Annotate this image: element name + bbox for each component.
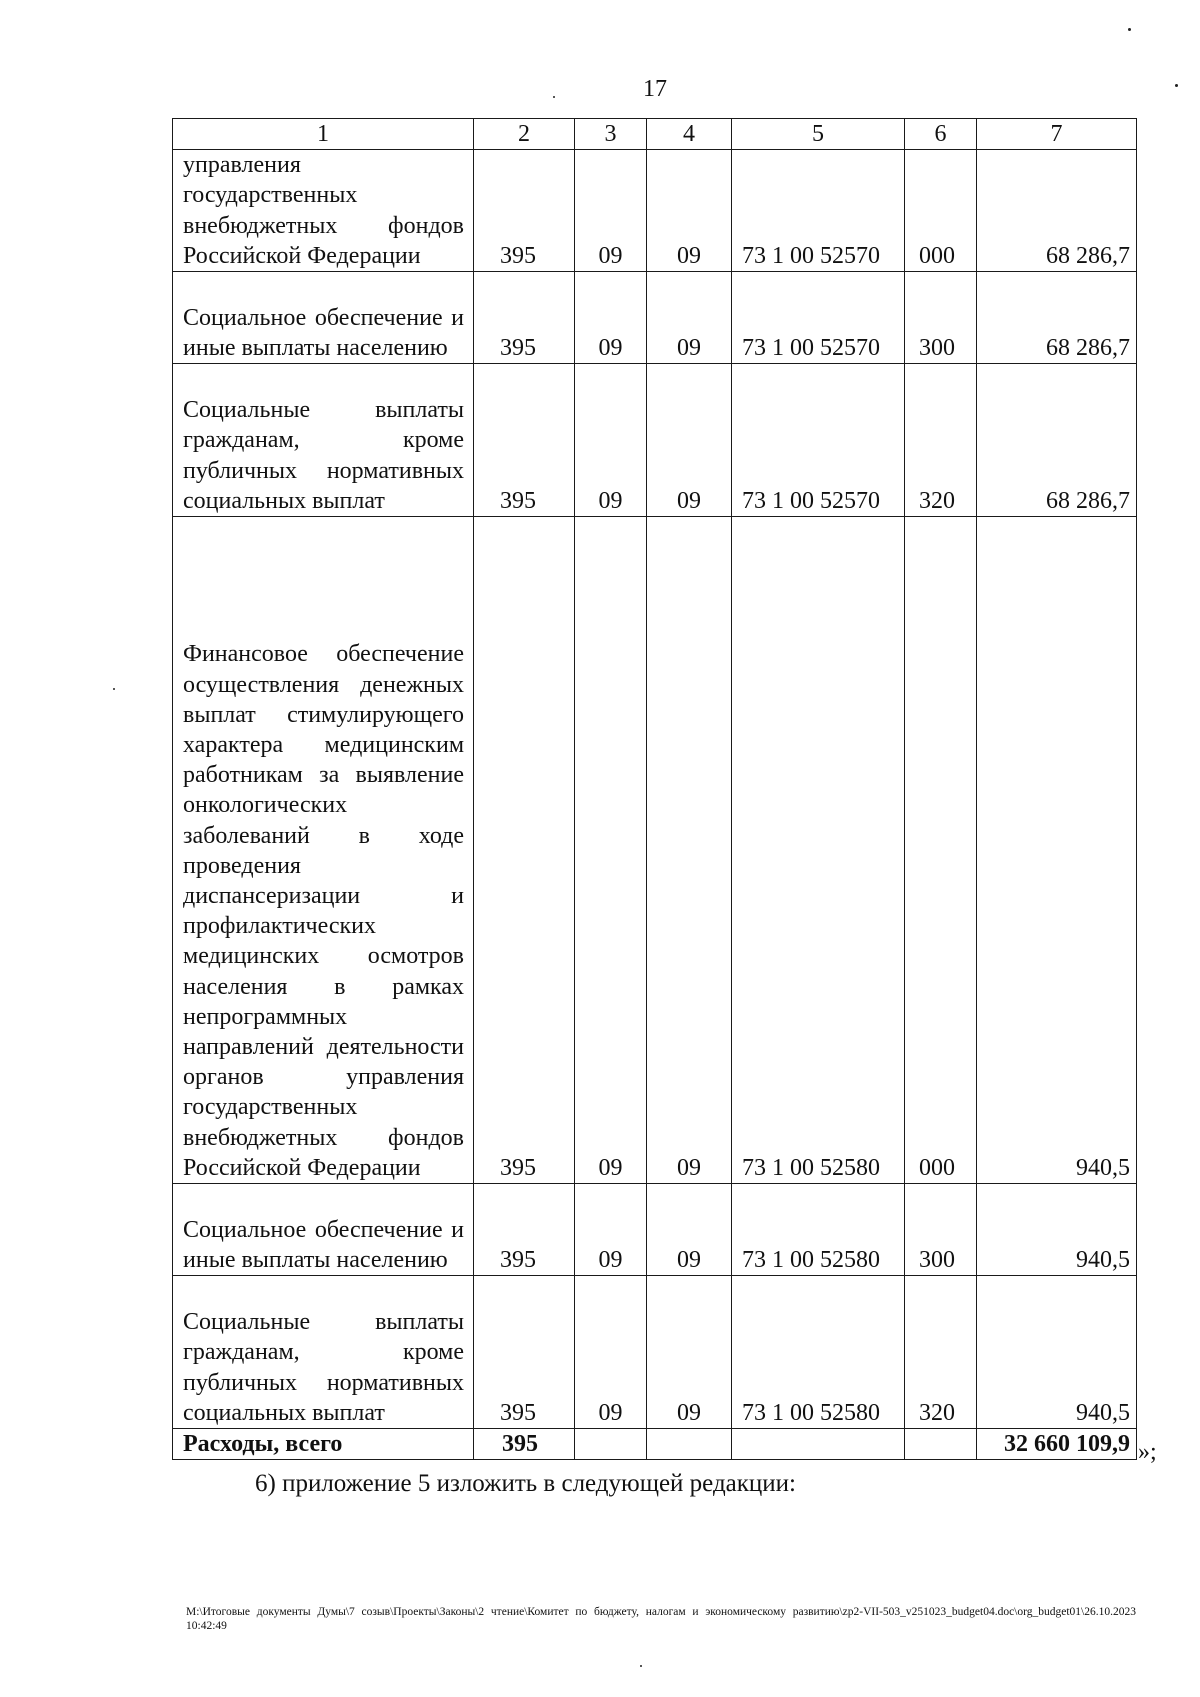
row-amount: 940,5 <box>977 1276 1137 1429</box>
amendment-paragraph: 6) приложение 5 изложить в следующей редакции: <box>255 1470 796 1497</box>
row-amount: 940,5 <box>977 517 1137 1184</box>
row-section: 09 <box>575 364 647 517</box>
row-expense-type: 300 <box>905 1184 977 1276</box>
footer-file-path: M:\Итоговые документы Думы\7 созыв\Проекты\Законы\2 чтение\Комитет по бюджету, налогам и экономическому развитию\zp2-VII-503_v251023_budget04.doc\org_budget01\26.10.2023 10:42:49 <box>186 1606 1136 1632</box>
total-label: Расходы, всего <box>173 1429 474 1460</box>
row-target-article: 73 1 00 52570 <box>732 272 905 364</box>
empty-cell <box>732 1429 905 1460</box>
row-expense-type: 300 <box>905 272 977 364</box>
row-expense-type: 320 <box>905 364 977 517</box>
table-header-row <box>173 119 1137 150</box>
column-header: 4 <box>647 119 732 150</box>
empty-cell <box>575 1429 647 1460</box>
row-code: 395 <box>474 1184 575 1276</box>
row-name: Социальное обеспечение и иные выплаты населению <box>173 1184 474 1276</box>
empty-cell <box>905 1429 977 1460</box>
total-row <box>173 1429 1137 1460</box>
row-name: Социальное обеспечение и иные выплаты населению <box>173 272 474 364</box>
row-subsection: 09 <box>647 150 732 272</box>
scan-speck <box>1175 84 1178 87</box>
column-header: 1 <box>173 119 474 150</box>
row-code: 395 <box>474 517 575 1184</box>
table-row <box>173 517 1137 1184</box>
table-row <box>173 272 1137 364</box>
column-header: 5 <box>732 119 905 150</box>
closing-quote: »; <box>1138 1439 1157 1465</box>
row-target-article: 73 1 00 52580 <box>732 517 905 1184</box>
row-subsection: 09 <box>647 1276 732 1429</box>
column-header: 6 <box>905 119 977 150</box>
row-section: 09 <box>575 1276 647 1429</box>
row-subsection: 09 <box>647 364 732 517</box>
column-header: 7 <box>977 119 1137 150</box>
total-amount: 32 660 109,9 <box>977 1429 1137 1460</box>
row-expense-type: 320 <box>905 1276 977 1429</box>
row-subsection: 09 <box>647 272 732 364</box>
empty-cell <box>647 1429 732 1460</box>
table-row <box>173 1184 1137 1276</box>
row-target-article: 73 1 00 52580 <box>732 1276 905 1429</box>
row-section: 09 <box>575 272 647 364</box>
row-name: управления государственных внебюджетных фондов Российской Федерации <box>173 150 474 272</box>
row-amount: 940,5 <box>977 1184 1137 1276</box>
row-amount: 68 286,7 <box>977 150 1137 272</box>
row-target-article: 73 1 00 52570 <box>732 150 905 272</box>
row-code: 395 <box>474 272 575 364</box>
table-row <box>173 1276 1137 1429</box>
scan-speck <box>1128 28 1131 31</box>
row-section: 09 <box>575 1184 647 1276</box>
page-number: 17 <box>643 76 667 102</box>
row-target-article: 73 1 00 52570 <box>732 364 905 517</box>
row-code: 395 <box>474 364 575 517</box>
row-section: 09 <box>575 517 647 1184</box>
scan-speck <box>553 96 555 98</box>
row-section: 09 <box>575 150 647 272</box>
table-row <box>173 364 1137 517</box>
column-header: 2 <box>474 119 575 150</box>
row-subsection: 09 <box>647 1184 732 1276</box>
row-amount: 68 286,7 <box>977 364 1137 517</box>
row-target-article: 73 1 00 52580 <box>732 1184 905 1276</box>
row-code: 395 <box>474 150 575 272</box>
table-row <box>173 150 1137 272</box>
scan-speck <box>640 1665 642 1667</box>
total-code: 395 <box>474 1429 575 1460</box>
budget-table <box>172 118 1137 1460</box>
scan-speck <box>113 688 115 690</box>
row-subsection: 09 <box>647 517 732 1184</box>
row-expense-type: 000 <box>905 150 977 272</box>
row-expense-type: 000 <box>905 517 977 1184</box>
row-amount: 68 286,7 <box>977 272 1137 364</box>
row-name: Финансовое обеспечение осуществления денежных выплат стимулирующего характера медицинским работникам за выявление онкологических заболеваний в ходе проведения диспансеризации и профилактических медицинских осмотров населения в рамках непрограммных направлений деятельности органов управления государственных внебюджетных фондов Российской Федерации <box>173 517 474 1184</box>
row-name: Социальные выплаты гражданам, кроме публичных нормативных социальных выплат <box>173 1276 474 1429</box>
row-name: Социальные выплаты гражданам, кроме публичных нормативных социальных выплат <box>173 364 474 517</box>
column-header: 3 <box>575 119 647 150</box>
row-code: 395 <box>474 1276 575 1429</box>
